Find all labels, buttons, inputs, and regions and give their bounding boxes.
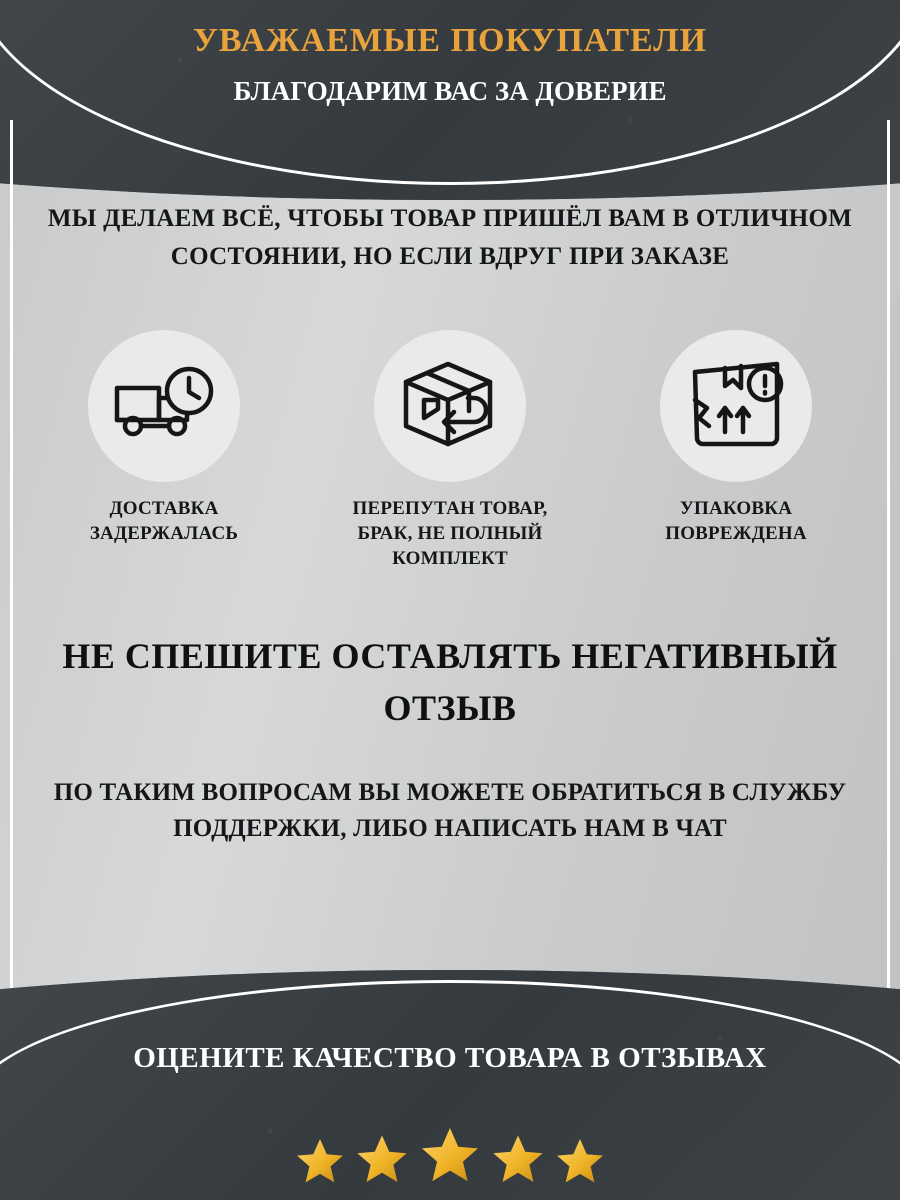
issue-item	[611, 330, 861, 571]
issue-caption: ПЕРЕПУТАН ТОВАР, БРАК, НЕ ПОЛНЫЙ КОМПЛЕКТ	[352, 498, 548, 569]
star-icon	[416, 1122, 484, 1188]
page-title: УВАЖАЕМЫЕ ПОКУПАТЕЛИ	[192, 22, 708, 59]
damaged-package-icon	[660, 330, 812, 482]
box-return-arrow-icon	[374, 330, 526, 482]
lead-text: МЫ ДЕЛАЕМ ВСЁ, ЧТОБЫ ТОВАР ПРИШЁЛ ВАМ В ОТЛИЧНОМ СОСТОЯНИИ, НО ЕСЛИ ВДРУГ ПРИ ЗАКАЗЕ	[47, 205, 853, 270]
star-icon	[292, 1134, 348, 1188]
star-icon	[488, 1130, 548, 1188]
issue-caption: УПАКОВКА ПОВРЕЖДЕНА	[665, 498, 807, 544]
header-subtitle: БЛАГОДАРИМ ВАС ЗА ДОВЕРИЕ	[233, 76, 667, 106]
issues-row	[0, 330, 900, 571]
issue-item	[39, 330, 289, 571]
star-icon	[352, 1130, 412, 1188]
headline-text: НЕ СПЕШИТЕ ОСТАВЛЯТЬ НЕГАТИВНЫЙ ОТЗЫВ	[62, 636, 838, 728]
footer-title: ОЦЕНИТЕ КАЧЕСТВО ТОВАРА В ОТЗЫВАХ	[133, 1042, 767, 1074]
rating-stars	[0, 1122, 900, 1188]
star-icon	[552, 1134, 608, 1188]
support-text: ПО ТАКИМ ВОПРОСАМ ВЫ МОЖЕТЕ ОБРАТИТЬСЯ В СЛУЖБУ ПОДДЕРЖКИ, ЛИБО НАПИСАТЬ НАМ В ЧАТ	[53, 779, 847, 842]
delivery-truck-clock-icon	[88, 330, 240, 482]
issue-caption: ДОСТАВКА ЗАДЕРЖАЛАСЬ	[89, 498, 239, 544]
issue-item	[325, 330, 575, 571]
